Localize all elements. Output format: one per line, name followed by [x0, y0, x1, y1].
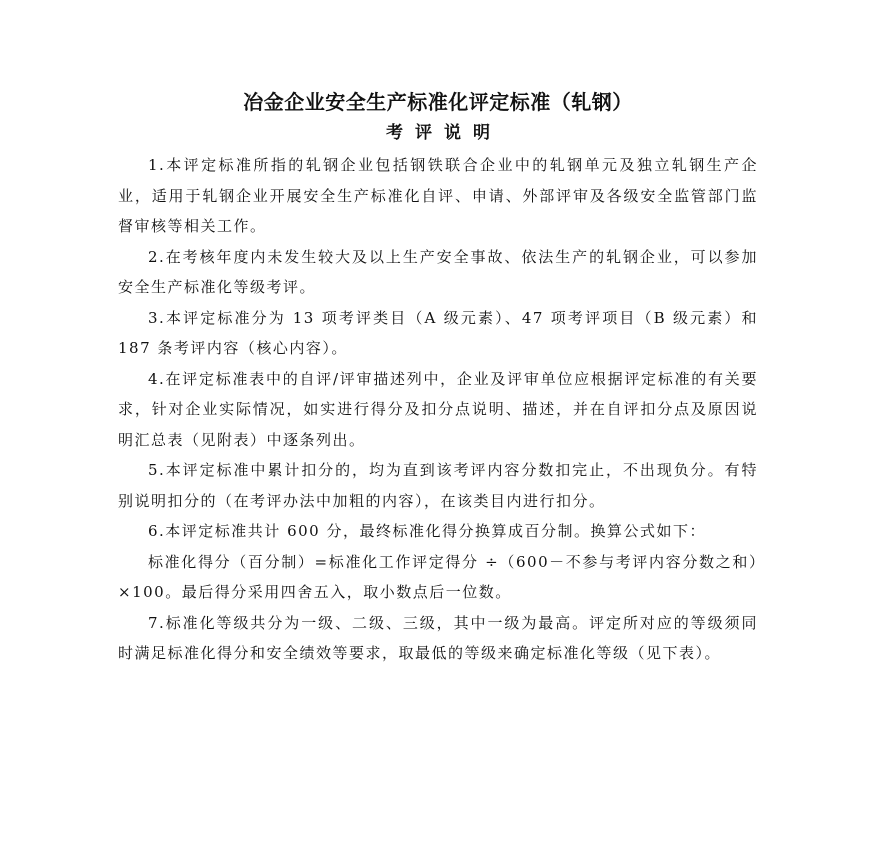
paragraph-3: 3.本评定标准分为 13 项考评类目（A 级元素）、47 项考评项目（B 级元素）和 187 条考评内容（核心内容）。 [118, 308, 758, 357]
paragraph-4: 4.在评定标准表中的自评/评审描述列中，企业及评审单位应根据评定标准的有关要求，针对企业实际情况，如实进行得分及扣分点说明、描述，并在自评扣分点及原因说明汇总表（见附表）中逐条列出。 [118, 369, 758, 449]
formula-paragraph: 标准化得分（百分制）=标准化工作评定得分 ÷（600－不参与考评内容分数之和）×100。最后得分采用四舍五入，取小数点后一位数。 [118, 552, 758, 601]
document-title: 冶金企业安全生产标准化评定标准（轧钢） [243, 90, 633, 114]
paragraph-2: 2.在考核年度内未发生较大及以上生产安全事故、依法生产的轧钢企业，可以参加安全生产标准化等级考评。 [118, 247, 758, 296]
paragraph-1: 1.本评定标准所指的轧钢企业包括钢铁联合企业中的轧钢单元及独立轧钢生产企业，适用于轧钢企业开展安全生产标准化自评、申请、外部评审及各级安全监管部门监督审核等相关工作。 [118, 156, 758, 235]
document-page [118, 88, 758, 669]
paragraph-7: 7.标准化等级共分为一级、二级、三级，其中一级为最高。评定所对应的等级须同时满足标准化得分和安全绩效等要求，取最低的等级来确定标准化等级（见下表）。 [118, 613, 758, 662]
paragraph-6: 6.本评定标准共计 600 分，最终标准化得分换算成百分制。换算公式如下： [148, 522, 706, 540]
paragraph-5: 5.本评定标准中累计扣分的，均为直到该考评内容分数扣完止，不出现负分。有特别说明扣分的（在考评办法中加粗的内容），在该类目内进行扣分。 [118, 461, 758, 510]
document-subtitle: 考评说明 [386, 123, 502, 143]
